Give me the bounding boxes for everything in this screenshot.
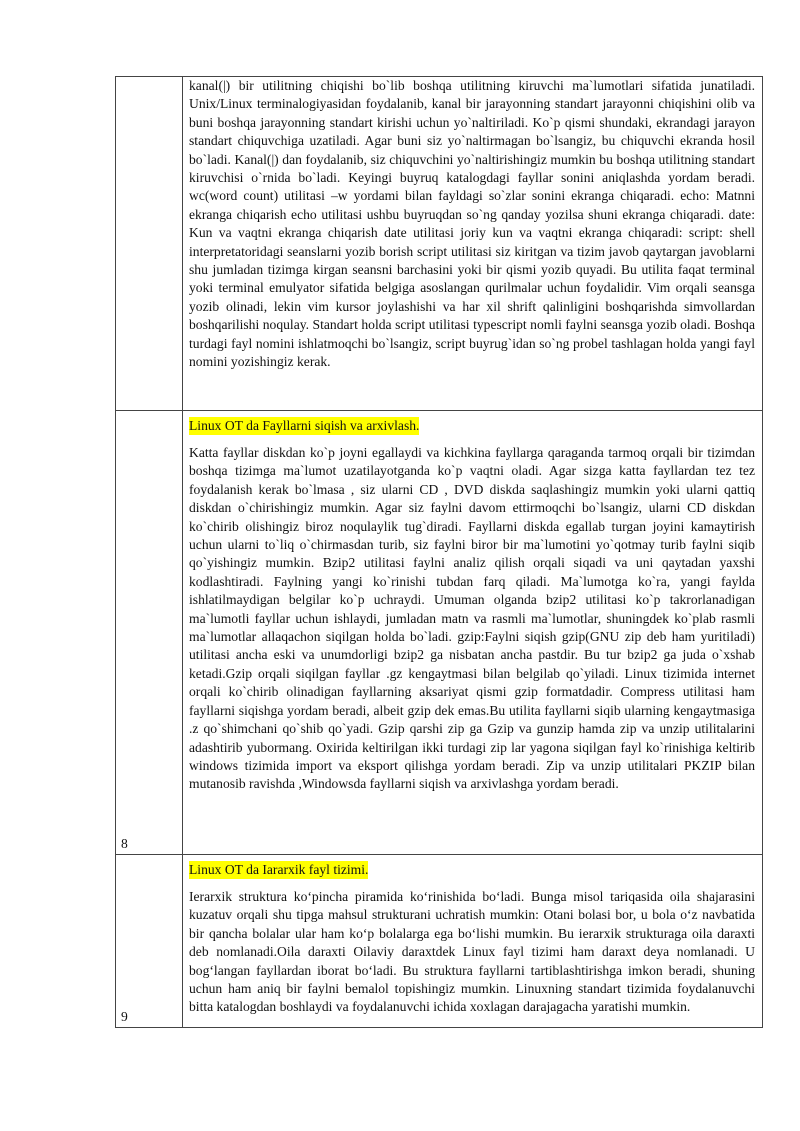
row-number-cell xyxy=(116,411,183,855)
table-row xyxy=(116,77,763,411)
row-number: 9 xyxy=(121,1009,128,1024)
document-table xyxy=(115,76,763,1028)
row-number-cell xyxy=(116,855,183,1028)
row-content-cell xyxy=(183,411,763,855)
row-number-cell xyxy=(116,77,183,411)
paragraph: Katta fayllar diskdan ko`p joyni egallaydi va kichkina fayllarga qaraganda tarmoq orqali bir tizimdan boshqa tizimga ma`lumot uzatilayotganda ko`p vaqtni oladi. Agar sizga katta fayllardan tez tez foydalanish kerak bo`lmasa , siz ularni CD , DVD diskda saqlashingiz mumkin yoki ularni qattiq diskdan o`chirishingiz mumkin. Agar siz faylni davom ettirmoqchi bo`lsangiz, ularni CD diskdan ko`chirib olishingiz biroz noqulaylik tug`diradi. Fayllarni diskda egallab turgan joyini kamaytirish uchun ularni to`liq o`chirmasdan turib, siz faylni biror bir ma`lumotini yo`qotmay turib faylni siqib qo`yishingiz mumkin. Bzip2 utilitasi faylni analiz qilish orqali siqadi va uni qaytadan yaxshi kodlashtiradi. Faylning yangi ko`rinishi tubdan farq qiladi. Ma`lumotga ko`ra, yangi faylda ishlatilmaydigan belgilar ko`p uchraydi. Umuman olganda bzip2 utilitasi ko`p takrorlanadigan ma`lumotli fayllar uchun ishlaydi, jumladan matn va rasmli ma`lumotlar, shuningdek ko`plab rasmli ma`lumotlar allaqachon siqilgan holda bo`ladi. gzip:Faylni siqish gzip(GNU zip deb ham yuritiladi) utilitasi ancha eski va unumdorligi bzip2 ga nisbatan ancha pastdir. Bu tur bzip2 ga juda o`xshab ketadi.Gzip orqali siqilgan fayllar .gz kengaytmasi bilan belgilab qo`yiladi. Linux tizimida internet orqali ko`chirib olinadigan fayllarning aksariyat qismi gzip formatdadir. Compress utilitasi ham fayllarni siqishga yordam beradi, albeit gzip dek emas.Bu utilita fayllarni siqib ularning kengaytmasiga .z qo`shimchani qo`shib qo`yadi. Gzip qarshi zip ga Gzip va gunzip hamda zip va unzip utilitalarini adashtirib yubormang. Oxirida keltirilgan ikki turdagi zip lar yagona siqilgan fayl ko`rinishiga keltirib windows tizimida import va eksport qilishga yordam beradi. Zip va unzip utilitalari PKZIP bilan mutanosib ravishda ,Windowsda fayllarni siqish va arxivlashga yordam beradi. xyxy=(189,445,755,792)
row-number: 8 xyxy=(121,836,128,851)
paragraph: Ierarxik struktura ko‘pincha piramida ko‘rinishida bo‘ladi. Bunga misol tariqasida oila shajarasini kuzatuv orqali shu tipga mahsul strukturani uchratish mumkin: Otani bolasi bor, u bola o‘z navbatida bir qancha bolalar ular ham ko‘p bolalarga ega bo‘lishi mumkin. Bu ierarxik strukturaga oila daraxti deb nomlanadi.Oila daraxti Oilaviy daraxtdek Linux fayl tizimi ham daraxt deya nomlanadi. U bog‘langan fayllardan iborat bo‘ladi. Bu struktura fayllarni tartiblashtirishga imkon beradi, shuning uchun ham aniq bir faylni bemalol topishingiz mumkin. Linuxning standart tizimida foydalanuvchi bitta katalogdan boshlaydi va foydalanuvchi ichida xoxlagan darajagacha yaratishi mumkin. xyxy=(189,889,755,1015)
row-content-cell xyxy=(183,855,763,1028)
table-row xyxy=(116,411,763,855)
paragraph: kanal(|) bir utilitning chiqishi bo`lib boshqa utilitning kiruvchi ma`lumotlari sifatida junatiladi. Unix/Linux terminalogiyasidan foydalanib, kanal bir jarayonning standart jarayonni chiqishini olib va buni boshqa jarayonning standart kirishi uchun yo`naltiriladi. Ko`p qismi shundaki, ekrandagi jarayon standart chiquvchiga uzatiladi. Agar buni siz yo`naltirmagan bo`lsangiz, bu chiquvchi ekranda hosil bo`ladi. Kanal(|) dan foydalanib, siz chiquvchini yo`naltirishingiz mumkin bu boshqa utilitning standart kiruvchisi o`rnida bo`ladi. Keyingi buyruq katalogdagi fayllar sonini aniqlashda yordam beradi. wc(word count) utilitasi –w yordami bilan fayldagi so`zlar sonini ekranga chiqaradi. echo: Matnni ekranga chiqarish echo utilitasi ushbu buyruqdan so`ng qanday yozilsa shuni ekranga chiqaradi. date: Kun va vaqtni ekranga chiqarish date utilitasi joriy kun va vaqtni ekranga chiqaradi: script: shell interpretatoridagi seanslarni yozib borish script utilitasi siz kiritgan va tizim javob qaytargan javoblarni shu jumladan tizimga kirgan seansni barchasini yoki bir qismi yozib quyadi. Bu utilita faqat terminal yoki terminal emulyator sifatida belgiga asoslangan qurilmalar uchun foydalidir. Vim orqali seansga yozib olinadi, lekin vim kursor joylashishi va har xil shrift qalinligini boshqarishda simvollardan boshqarilishi noqulay. Standart holda script utilitasi typescript nomli faylni seansga yozib oladi. Boshqa turdagi fayl nomini ishlatmoqchi bo`lsangiz, script buyrug`idan so`ng probel tashlagan holda yangi fayl nomini yozishingiz kerak. xyxy=(189,78,755,370)
table-row xyxy=(116,855,763,1028)
section-heading: Linux OT da Fayllarni siqish va arxivlash. xyxy=(189,418,420,433)
row-content-cell xyxy=(183,77,763,411)
section-heading: Linux OT da Iararxik fayl tizimi. xyxy=(189,862,369,877)
